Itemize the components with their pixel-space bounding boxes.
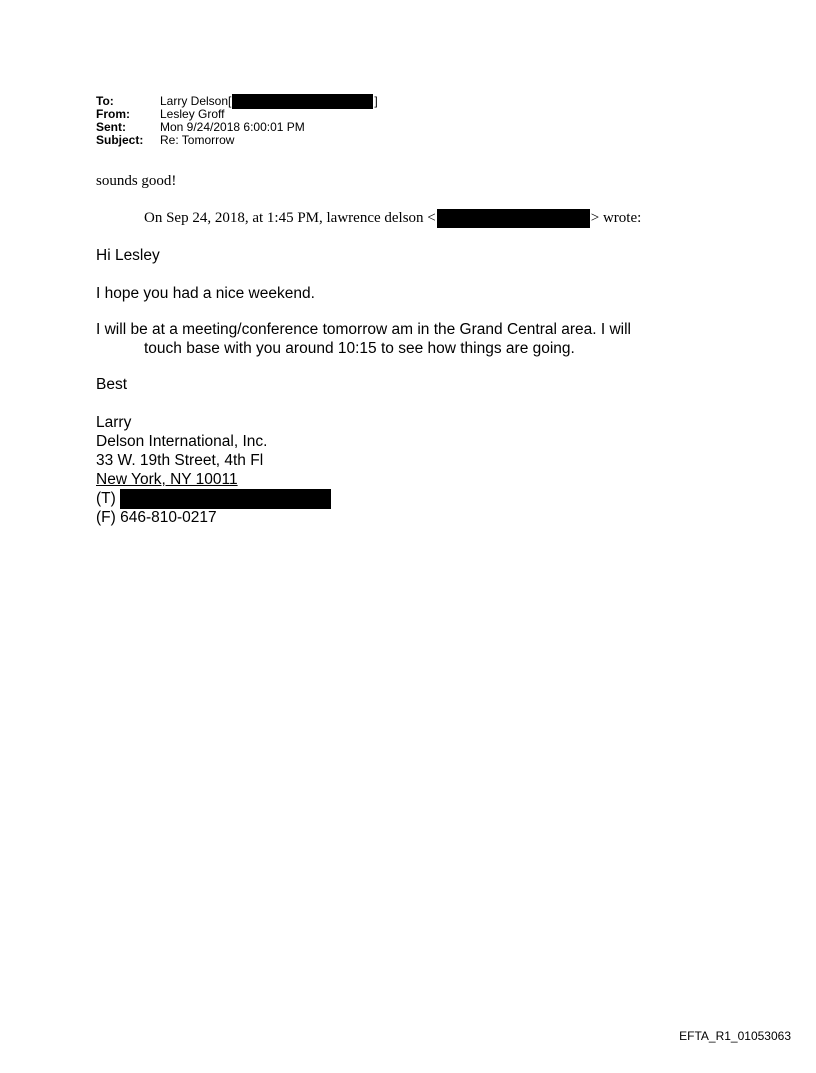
subject-value: Re: Tomorrow bbox=[160, 133, 235, 147]
redaction-block bbox=[437, 209, 590, 228]
quoted-intro-prefix: On Sep 24, 2018, at 1:45 PM, lawrence delson < bbox=[144, 210, 436, 226]
to-name: Larry Delson[ bbox=[160, 94, 232, 108]
from-value: Lesley Groff bbox=[160, 107, 225, 121]
quoted-paragraph-line: I will be at a meeting/conference tomorrow am in the Grand Central area. I will bbox=[96, 321, 631, 338]
quoted-greeting: Hi Lesley bbox=[96, 247, 160, 264]
from-label: From: bbox=[96, 107, 130, 121]
signature-phone bbox=[96, 489, 331, 508]
to-label: To: bbox=[96, 94, 114, 108]
quoted-intro-suffix: > wrote: bbox=[590, 210, 642, 226]
quoted-closing: Best bbox=[96, 376, 128, 393]
signature-street: 33 W. 19th Street, 4th Fl bbox=[96, 452, 264, 469]
subject-row bbox=[96, 134, 378, 147]
to-close-bracket: ] bbox=[374, 94, 378, 108]
sent-label: Sent: bbox=[96, 120, 126, 134]
signature-city bbox=[96, 470, 331, 489]
signature-city-text: New York, NY 10011 bbox=[96, 471, 238, 488]
reply-text: sounds good! bbox=[96, 173, 177, 189]
document-id: EFTA_R1_01053063 bbox=[679, 1029, 791, 1043]
signature-company: Delson International, Inc. bbox=[96, 433, 268, 450]
to-row bbox=[96, 95, 378, 108]
redaction-block bbox=[232, 94, 373, 109]
signature-phone-label: (T) bbox=[96, 490, 116, 507]
quoted-paragraph-line: touch base with you around 10:15 to see how things are going. bbox=[144, 340, 575, 357]
signature-fax: (F) 646-810-0217 bbox=[96, 509, 217, 526]
quoted-paragraph: I hope you had a nice weekend. bbox=[96, 285, 315, 302]
quoted-intro bbox=[144, 209, 641, 228]
email-header bbox=[96, 95, 378, 147]
signature-block bbox=[96, 413, 331, 527]
sent-value: Mon 9/24/2018 6:00:01 PM bbox=[160, 120, 305, 134]
redaction-block bbox=[120, 489, 331, 509]
signature-name: Larry bbox=[96, 414, 132, 431]
subject-label: Subject: bbox=[96, 133, 144, 147]
